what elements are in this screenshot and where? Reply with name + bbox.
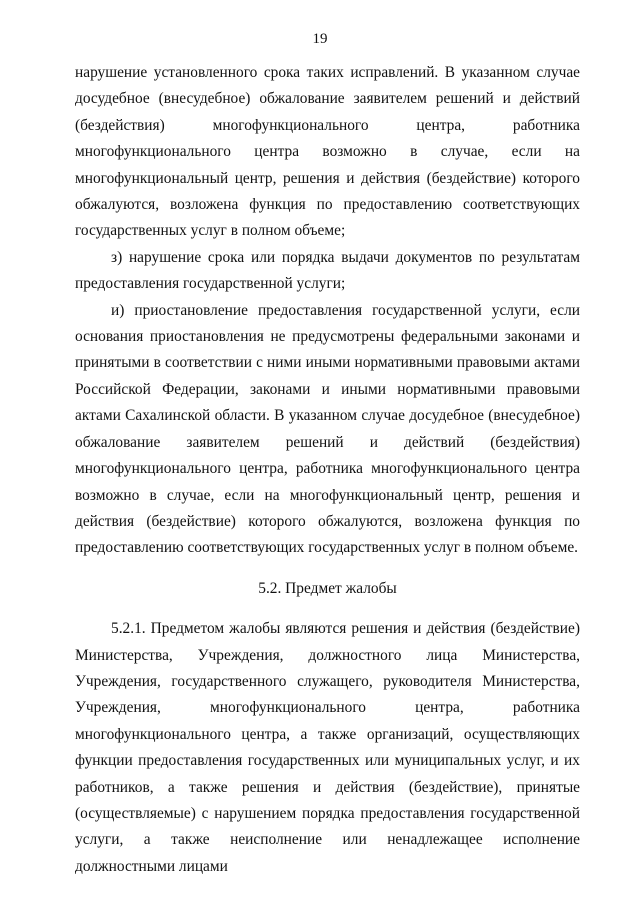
page-number: 19 bbox=[312, 31, 328, 47]
paragraph-continuation: нарушение установленного срока таких исправлений. В указанном случае досудебное (внесудебное) обжалование заявителем решений и действий (бездействия) многофункционального центра, работника многофункционального центра возможно в случае, если на многофункциональный центр, решения и действия (бездействие) которого обжалуются, возложена функция по предоставлению соответствующих государственных услуг в полном объеме; bbox=[75, 64, 580, 240]
paragraph-item-i: и) приостановление предоставления государственной услуги, если основания приостановления не предусмотрены федеральными законами и принятыми в соответствии с ними иными нормативными правовыми актами Российской Федерации, законами и иными нормативными правовыми актами Сахалинской области. В указанном случае досудебное (внесудебное) обжалование заявителем решений и действий (бездействия) многофункционального центра, работника многофункционального центра возможно в случае, если на многофункциональный центр, решения и действия (бездействие) которого обжалуются, возложена функция по предоставлению соответствующих государственных услуг в полном объеме. bbox=[75, 301, 580, 557]
document-body bbox=[75, 60, 580, 880]
paragraph-5-2-1: 5.2.1. Предметом жалобы являются решения и действия (бездействие) Министерства, Учреждения, должностного лица Министерства, Учреждения, государственного служащего, руководителя Министерства, Учреждения, многофункционального центра, работника многофункционального центра, а также организаций, осуществляющих функции предоставления государственных или муниципальных услуг, и их работников, а также решения и действия (бездействие), принятые (осуществляемые) с нарушением порядка предоставления государственной услуги, а также неисполнение или ненадлежащее исполнение должностными лицами bbox=[75, 620, 580, 875]
section-heading: 5.2. Предмет жалобы bbox=[258, 579, 397, 597]
paragraph-item-z: з) нарушение срока или порядка выдачи документов по результатам предоставления государственной услуги; bbox=[75, 248, 580, 293]
